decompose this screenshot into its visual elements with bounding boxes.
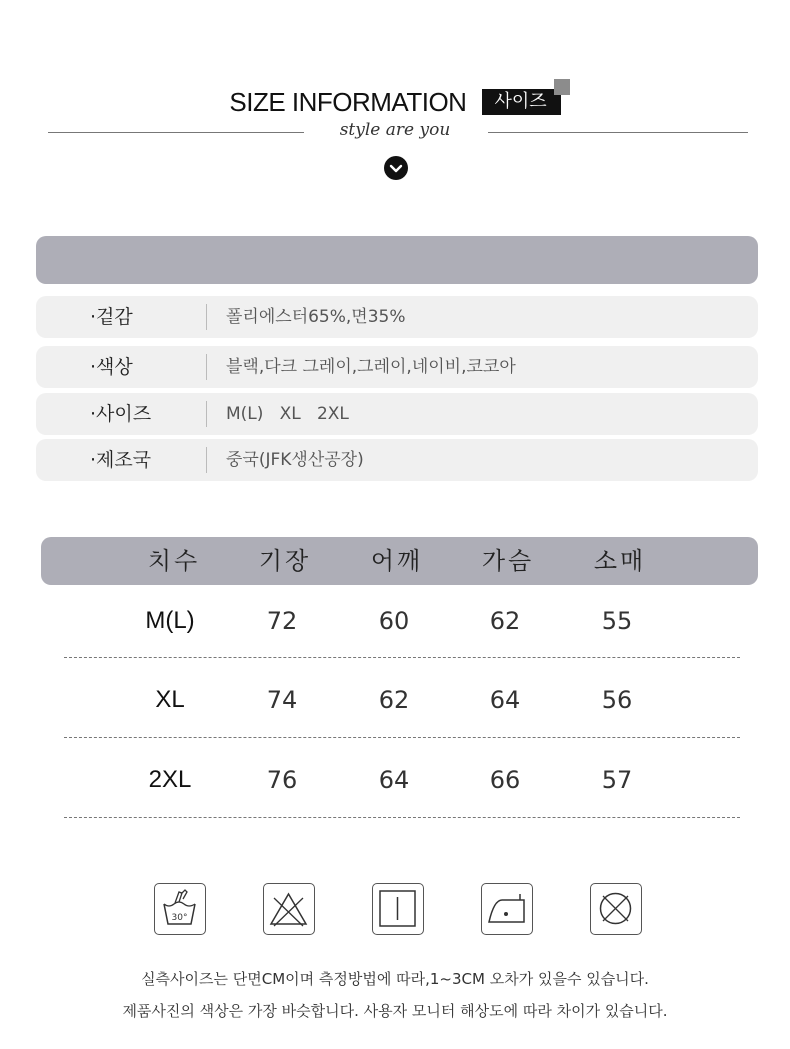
size-name-cell: M(L) [145,607,195,634]
size-name-cell: 2XL [148,766,192,793]
note-measurement: 실측사이즈는 단면CM이며 측정방법에 따라,1~3CM 오차가 있을수 있습니다. [141,970,649,988]
iron-low-icon [481,883,533,935]
size-cell: 72 [266,607,298,635]
table-row [41,680,758,720]
title-english: SIZE INFORMATION [229,86,467,117]
dashed-divider [64,737,740,738]
size-table-header [41,537,758,585]
note-color: 제품사진의 색상은 가장 바슷합니다. 사용자 모니터 해상도에 따라 차이가 있습니다. [122,1002,668,1020]
title-block [0,84,790,120]
dashed-divider [64,657,740,658]
table-row [41,601,758,641]
right-divider [488,132,748,133]
size-cell: 57 [601,766,633,794]
title-badge [482,89,560,115]
wash-temp-label: 30° [171,913,188,923]
tagline: style are you [339,120,451,140]
title-korean: 사이즈 [494,91,547,112]
info-value: 폴리에스터65%,면35% [226,307,406,327]
chevron-down-icon [384,156,408,180]
size-cell: 64 [378,766,410,794]
size-name-cell: XL [155,686,185,713]
size-header-cell: 가슴 [481,547,535,575]
info-row-origin [36,439,758,481]
info-label: ·제조국 [90,449,152,471]
size-cell: 56 [601,686,633,714]
info-separator [206,304,207,330]
badge-corner-square [554,79,570,95]
info-value: 블랙,다크 그레이,그레이,네이비,코코아 [226,357,516,377]
info-separator [206,447,207,473]
info-value: 중국(JFK생산공장) [226,450,364,470]
size-cell: 55 [601,607,633,635]
size-cell: 66 [489,766,521,794]
info-label: ·사이즈 [90,403,152,425]
table-row [41,760,758,800]
do-not-dry-clean-icon [590,883,642,935]
size-cell: 62 [378,686,410,714]
info-separator [206,354,207,380]
size-cell: 62 [489,607,521,635]
info-header-bar [36,236,758,284]
left-divider [48,132,304,133]
size-header-cell: 치수 [147,547,201,575]
size-header-cell: 기장 [258,547,312,575]
size-header-cell: 어깨 [370,547,424,575]
info-label: ·색상 [90,356,133,378]
size-cell: 60 [378,607,410,635]
info-row-fabric [36,296,758,338]
info-row-size [36,393,758,435]
size-cell: 74 [266,686,298,714]
info-value: M(L) XL 2XL [226,404,349,424]
info-row-color [36,346,758,388]
info-separator [206,401,207,427]
info-label: ·겉감 [90,306,133,328]
size-cell: 64 [489,686,521,714]
size-header-cell: 소매 [593,547,647,575]
dashed-divider [64,817,740,818]
tumble-dry-icon [372,883,424,935]
hand-wash-30-icon [154,883,206,935]
do-not-bleach-icon [263,883,315,935]
size-cell: 76 [266,766,298,794]
